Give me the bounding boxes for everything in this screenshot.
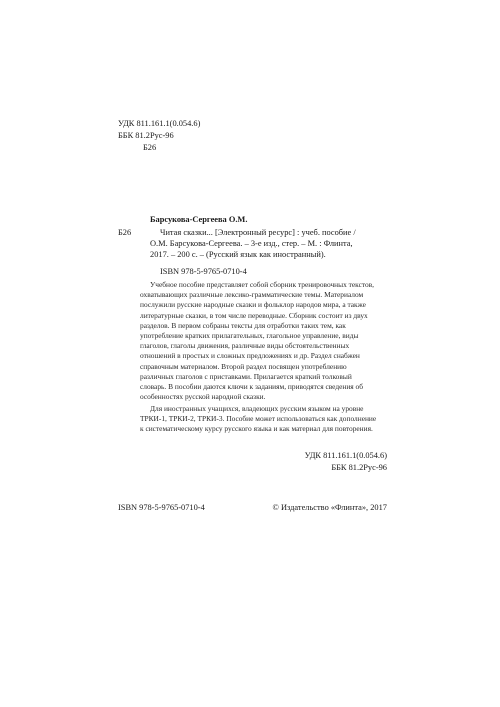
abstract-paragraph-1 xyxy=(140,280,395,402)
abstract-line: литературные сказки, в том числе переводные. Сборник состоит из двух xyxy=(140,310,368,320)
abstract-line: справочным материалом. Второй раздел посвящен употреблению xyxy=(140,361,347,371)
abstract-line: употребление кратких прилагательных, глагольное управление, виды xyxy=(140,331,359,341)
description-line: О.М. Барсукова-Сергеева. – 3-е изд., стер. – М. : Флинта, xyxy=(150,239,353,249)
bbk-code-bottom: ББК 81.2Рус-96 xyxy=(331,463,387,472)
abstract-line: глаголов, глаголы движения, различные виды обстоятельственных xyxy=(140,341,350,351)
author-mark-top: Б26 xyxy=(143,143,157,152)
abstract-line: послужили русские народные сказки и фольклор народов мира, а также xyxy=(140,300,366,310)
abstract-line: к систематическому курсу русского языка и как материал для повторения. xyxy=(140,424,373,434)
abstract-line: различных глаголов с приставками. Прилагается краткий толковый xyxy=(140,371,352,381)
bbk-code-top: ББК 81.2Рус-96 xyxy=(118,131,174,140)
abstract-line: ТРКИ-1, ТРКИ-2, ТРКИ-3. Пособие может использоваться как дополнение xyxy=(140,414,377,424)
isbn-footer: ISBN 978-5-9765-0710-4 xyxy=(118,503,205,512)
copyright-notice: © Издательство «Флинта», 2017 xyxy=(272,503,387,512)
abstract-line: особенностях русской народной сказки. xyxy=(140,392,266,402)
author-mark: Б26 xyxy=(118,228,132,237)
abstract-line: охватывающих различные лексико-грамматические темы. Материалом xyxy=(140,290,364,300)
author-heading: Барсукова-Сергеева О.М. xyxy=(150,215,248,224)
udk-code-bottom: УДК 811.161.1(0.054.6) xyxy=(304,451,387,460)
abstract-paragraph-2 xyxy=(140,404,395,435)
bibliographic-description xyxy=(150,227,390,261)
abstract-line: словарь. В пособии даются ключи к заданиям, приводятся сведения об xyxy=(140,382,364,392)
description-line: 2017. – 200 с. – (Русский язык как иностранный). xyxy=(150,250,326,260)
abstract-line: разделов. В первом собраны тексты для отработки таких тем, как xyxy=(140,320,346,330)
isbn-card: ISBN 978-5-9765-0710-4 xyxy=(160,267,247,276)
abstract-line: Учебное пособие представляет собой сборник тренировочных текстов, xyxy=(150,280,375,289)
abstract-line: отношений в простых и сложных предложениях и др. Раздел снабжен xyxy=(140,351,360,361)
udk-code-top: УДК 811.161.1(0.054.6) xyxy=(118,119,201,128)
description-line: Читая сказки... [Электронный ресурс] : учеб. пособие / xyxy=(160,228,356,237)
abstract-line: Для иностранных учащихся, владеющих русским языком на уровне xyxy=(150,404,364,413)
